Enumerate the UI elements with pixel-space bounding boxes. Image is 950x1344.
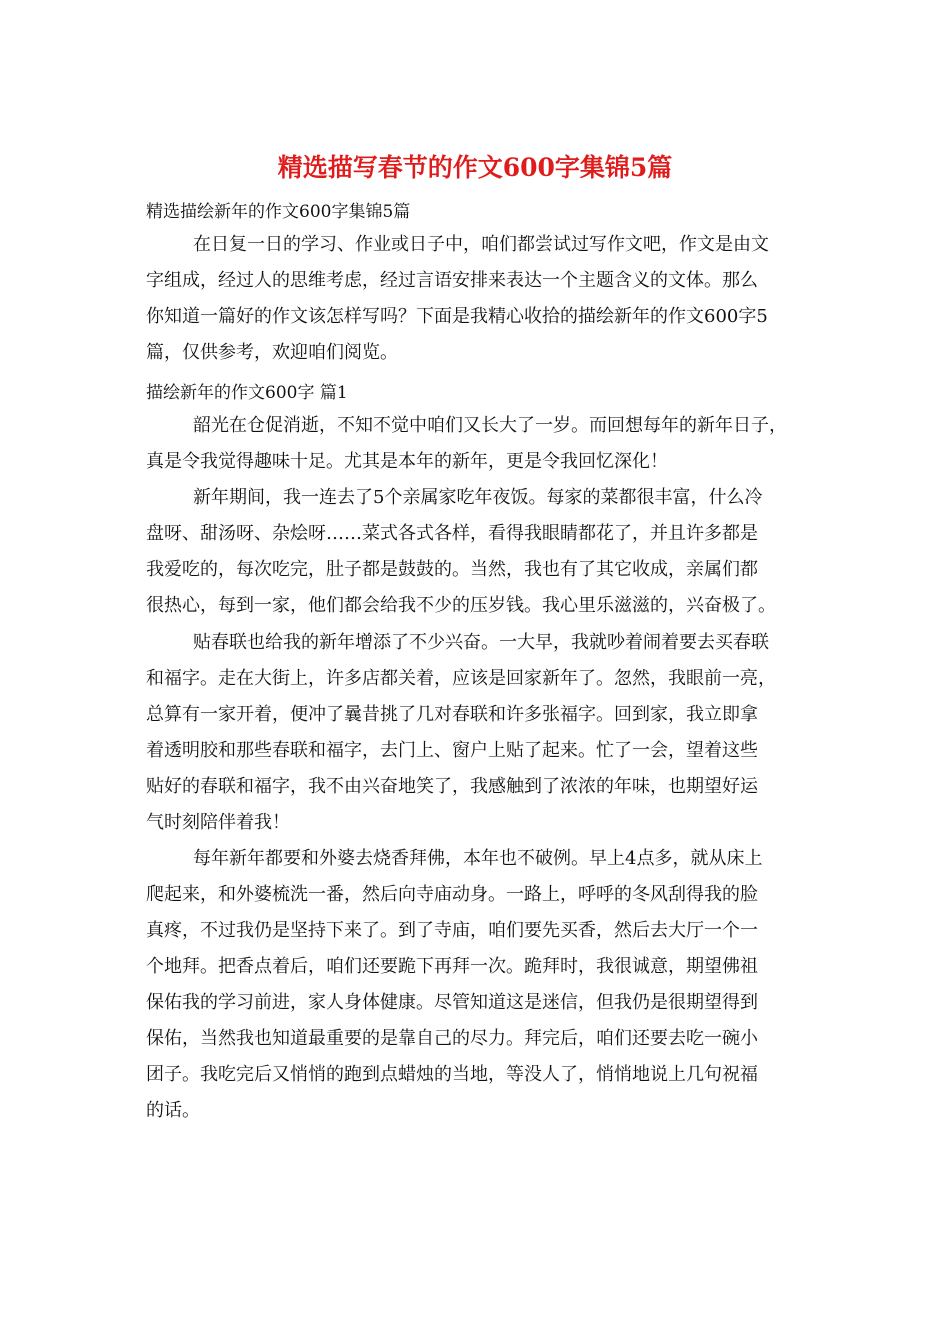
- paragraph-2: [146, 480, 816, 624]
- text-line: 篇，仅供参考，欢迎咱们阅览。: [146, 342, 398, 363]
- text-line: 和福字。走在大街上，许多店都关着，应该是回家新年了。忽然，我眼前一亮，: [146, 668, 776, 689]
- section-heading: 描绘新年的作文600字 篇1: [146, 383, 348, 403]
- text-line: 贴春联也给我的新年增添了不少兴奋。一大早，我就吵着闹着要去买春联: [193, 632, 769, 653]
- text-line: 韶光在仓促消逝，不知不觉中咱们又长大了一岁。而回想每年的新年日子，: [193, 415, 787, 436]
- text-line: 新年期间，我一连去了5个亲属家吃年夜饭。每家的菜都很丰富，什么冷: [193, 487, 763, 508]
- text-line: 每年新年都要和外婆去烧香拜佛，本年也不破例。早上4点多，就从床上: [193, 848, 763, 869]
- text-line: 很热心，每到一家，他们都会给我不少的压岁钱。我心里乐滋滋的，兴奋极了。: [146, 595, 776, 616]
- text-line: 你知道一篇好的作文该怎样写吗？下面是我精心收拾的描绘新年的作文600字5: [146, 306, 768, 327]
- text-line: 盘呀、甜汤呀、杂烩呀……菜式各式各样，看得我眼睛都花了，并且许多都是: [146, 523, 758, 544]
- text-line: 保佑我的学习前进，家人身体健康。尽管知道这是迷信，但我仍是很期望得到: [146, 992, 758, 1013]
- text-line: 我爱吃的，每次吃完，肚子都是鼓鼓的。当然，我也有了其它收成，亲属们都: [146, 559, 758, 580]
- paragraph-4: [146, 841, 816, 1129]
- text-line: 气时刻陪伴着我！: [146, 812, 290, 833]
- text-line: 真疼，不过我仍是坚持下来了。到了寺庙，咱们要先买香，然后去大厅一个一: [146, 920, 758, 941]
- text-line: 团子。我吃完后又悄悄的跑到点蜡烛的当地，等没人了，悄悄地说上几句祝福: [146, 1064, 758, 1085]
- document-subtitle: 精选描绘新年的作文600字集锦5篇: [146, 202, 411, 222]
- paragraph-3: [146, 625, 816, 841]
- text-line: 贴好的春联和福字，我不由兴奋地笑了，我感触到了浓浓的年味，也期望好运: [146, 776, 758, 797]
- text-line: 总算有一家开着，便冲了曩昔挑了几对春联和许多张福字。回到家，我立即拿: [146, 704, 758, 725]
- text-line: 在日复一日的学习、作业或日子中，咱们都尝试过写作文吧，作文是由文: [193, 234, 769, 255]
- document-title: 精选描写春节的作文600字集锦5篇: [277, 153, 673, 182]
- intro-paragraph: [146, 227, 816, 371]
- paragraph-1: [146, 408, 816, 480]
- text-line: 爬起来，和外婆梳洗一番，然后向寺庙动身。一路上，呼呼的冬风刮得我的脸: [146, 884, 758, 905]
- text-line: 个地拜。把香点着后，咱们还要跪下再拜一次。跪拜时，我很诚意，期望佛祖: [146, 956, 758, 977]
- text-line: 着透明胶和那些春联和福字，去门上、窗户上贴了起来。忙了一会，望着这些: [146, 740, 758, 761]
- text-line: 的话。: [146, 1100, 200, 1121]
- text-line: 真是令我觉得趣味十足。尤其是本年的新年，更是令我回忆深化！: [146, 451, 668, 472]
- text-line: 保佑，当然我也知道最重要的是靠自己的尽力。拜完后，咱们还要去吃一碗小: [146, 1028, 758, 1049]
- text-line: 字组成，经过人的思维考虑，经过言语安排来表达一个主题含义的文体。那么: [146, 270, 758, 291]
